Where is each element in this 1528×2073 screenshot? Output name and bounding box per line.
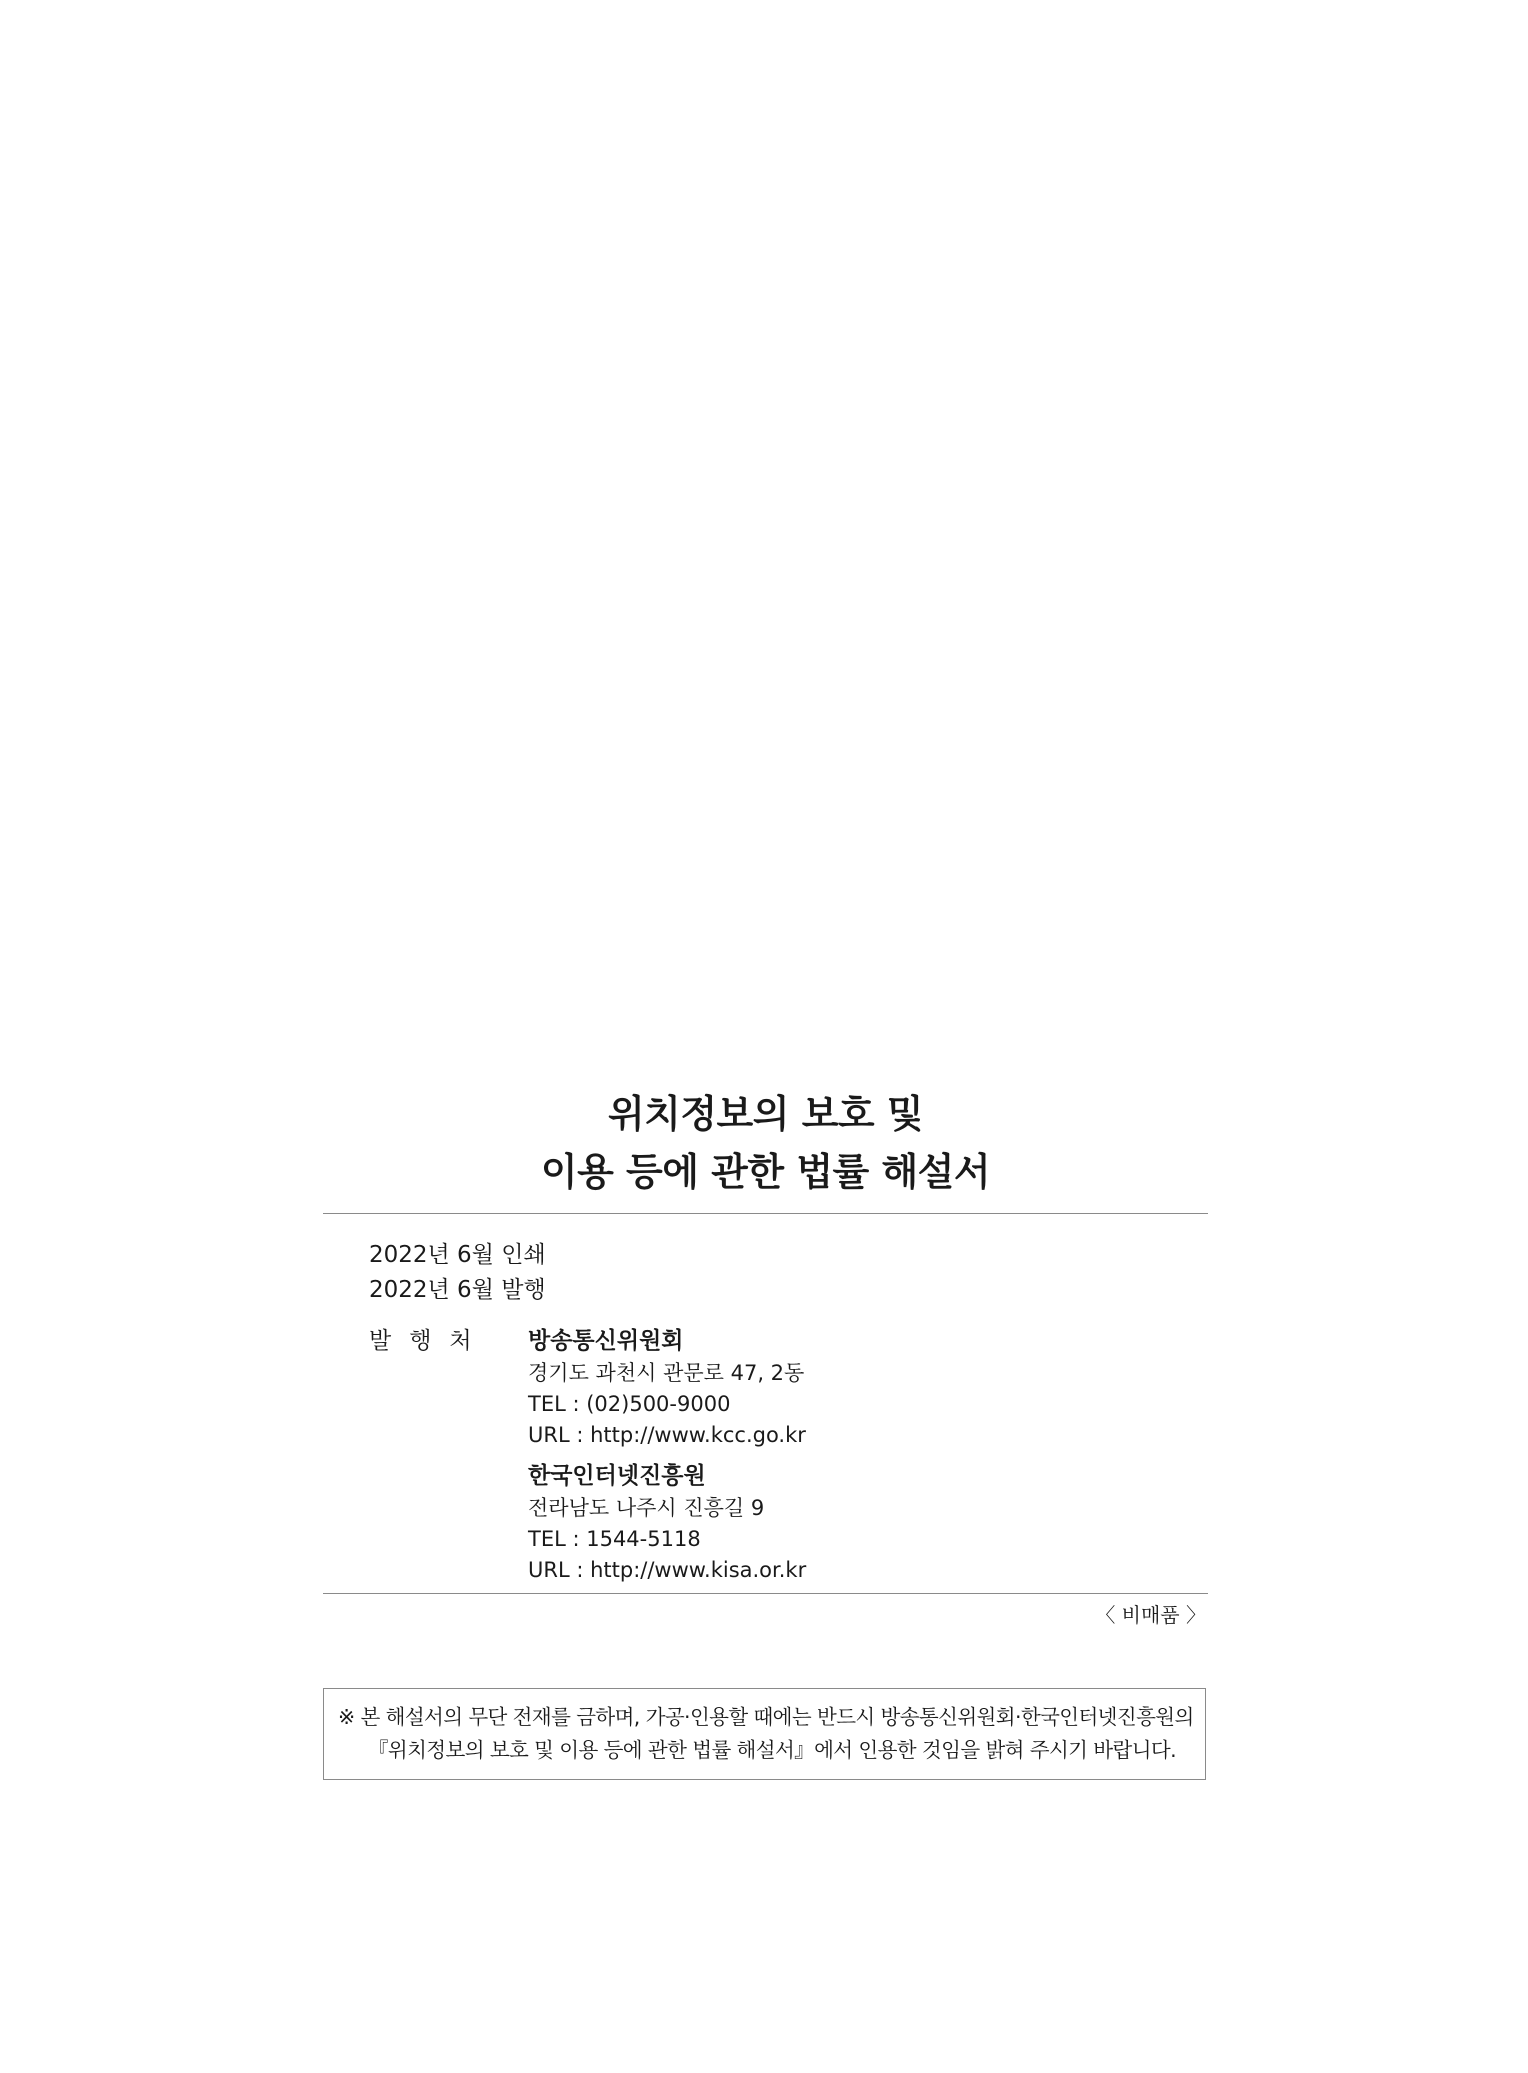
title-line-2: 이용 등에 관한 법률 해설서	[540, 1150, 991, 1194]
colophon	[323, 1085, 1208, 1780]
publisher-org	[528, 1324, 1188, 1451]
org-address: 전라남도 나주시 진흥길 9	[528, 1496, 765, 1520]
publisher-org	[528, 1459, 1188, 1586]
org-name: 방송통신위원회	[528, 1328, 684, 1354]
org-tel: TEL : (02)500-9000	[528, 1392, 731, 1416]
top-divider	[323, 1213, 1208, 1214]
publish-date: 2022년 6월 발행	[369, 1277, 546, 1303]
org-url[interactable]: URL : http://www.kcc.go.kr	[528, 1423, 806, 1447]
print-date: 2022년 6월 인쇄	[369, 1242, 546, 1268]
publisher-label: 발행처	[369, 1328, 490, 1354]
org-address: 경기도 과천시 관문로 47, 2동	[528, 1361, 805, 1385]
document-title	[323, 1085, 1208, 1201]
not-for-sale-label: 〈 비매품 〉	[1095, 1603, 1206, 1627]
publisher-list	[528, 1324, 1188, 1594]
publication-dates	[369, 1238, 1208, 1308]
title-line-1: 위치정보의 보호 및	[607, 1092, 924, 1136]
org-name: 한국인터넷진흥원	[528, 1463, 706, 1489]
copyright-notice-box	[323, 1688, 1206, 1780]
org-url[interactable]: URL : http://www.kisa.or.kr	[528, 1558, 807, 1582]
notice-line-1: ※ 본 해설서의 무단 전재를 금하며, 가공·인용할 때에는 반드시 방송통신위원회·한국인터넷진흥원의	[338, 1705, 1194, 1729]
notice-line-2: 『위치정보의 보호 및 이용 등에 관한 법률 해설서』에서 인용한 것임을 밝혀 주시기 바랍니다.	[368, 1738, 1177, 1762]
publisher-section	[369, 1324, 1208, 1582]
org-tel: TEL : 1544-5118	[528, 1527, 701, 1551]
